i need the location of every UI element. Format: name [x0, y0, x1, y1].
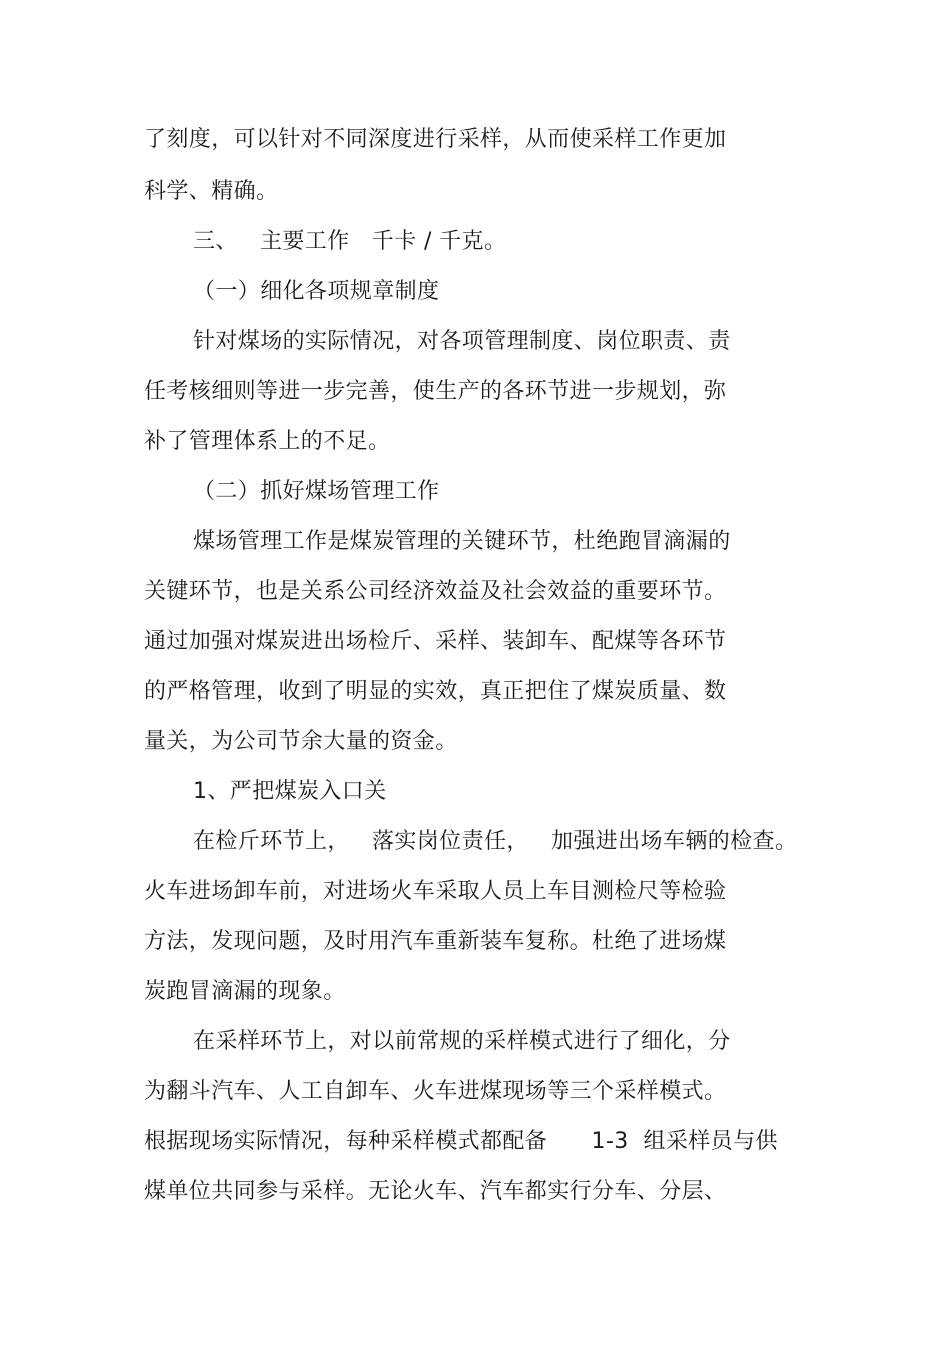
subsection-heading: （二）抓好煤场管理工作 — [193, 479, 440, 504]
text-line: 煤单位共同参与采样。无论火车、汽车都实行分车、分层、 — [144, 1179, 727, 1204]
list-item-heading: 1、严把煤炭入口关 — [193, 779, 387, 804]
text-line: 炭跑冒滴漏的现象。 — [144, 979, 346, 1004]
text-line: 煤场管理工作是煤炭管理的关键环节，杜绝跑冒滴漏的 — [193, 529, 731, 554]
text-line: 火车进场卸车前，对进场火车采取人员上车目测检尺等检验 — [144, 879, 727, 904]
subsection-heading: （一）细化各项规章制度 — [193, 279, 440, 304]
text-line: 针对煤场的实际情况，对各项管理制度、岗位职责、责 — [193, 329, 731, 354]
text-line: 了刻度，可以针对不同深度进行采样，从而使采样工作更加 — [144, 127, 727, 152]
text-line: 通过加强对煤炭进出场检斤、采样、装卸车、配煤等各环节 — [144, 629, 727, 654]
text-line: 量关，为公司节余大量的资金。 — [144, 729, 458, 754]
text-line: 补了管理体系上的不足。 — [144, 429, 391, 454]
section-heading: 三、 主要工作 千卡 / 千克。 — [193, 229, 507, 254]
text-line: 方法，发现问题，及时用汽车重新装车复称。杜绝了进场煤 — [144, 929, 727, 954]
text-line: 为翻斗汽车、人工自卸车、火车进煤现场等三个采样模式。 — [144, 1079, 727, 1104]
text-line: 在采样环节上，对以前常规的采样模式进行了细化，分 — [193, 1029, 731, 1054]
text-line: 的严格管理，收到了明显的实效，真正把住了煤炭质量、数 — [144, 679, 727, 704]
text-line: 科学、精确。 — [144, 179, 279, 204]
text-line: 关键环节，也是关系公司经济效益及社会效益的重要环节。 — [144, 579, 727, 604]
text-line: 任考核细则等进一步完善，使生产的各环节进一步规划，弥 — [144, 379, 727, 404]
text-line: 在检斤环节上， 落实岗位责任， 加强进出场车辆的检查。 — [193, 829, 798, 854]
text-line: 根据现场实际情况，每种采样模式都配备 1-3 组采样员与供 — [144, 1129, 778, 1154]
